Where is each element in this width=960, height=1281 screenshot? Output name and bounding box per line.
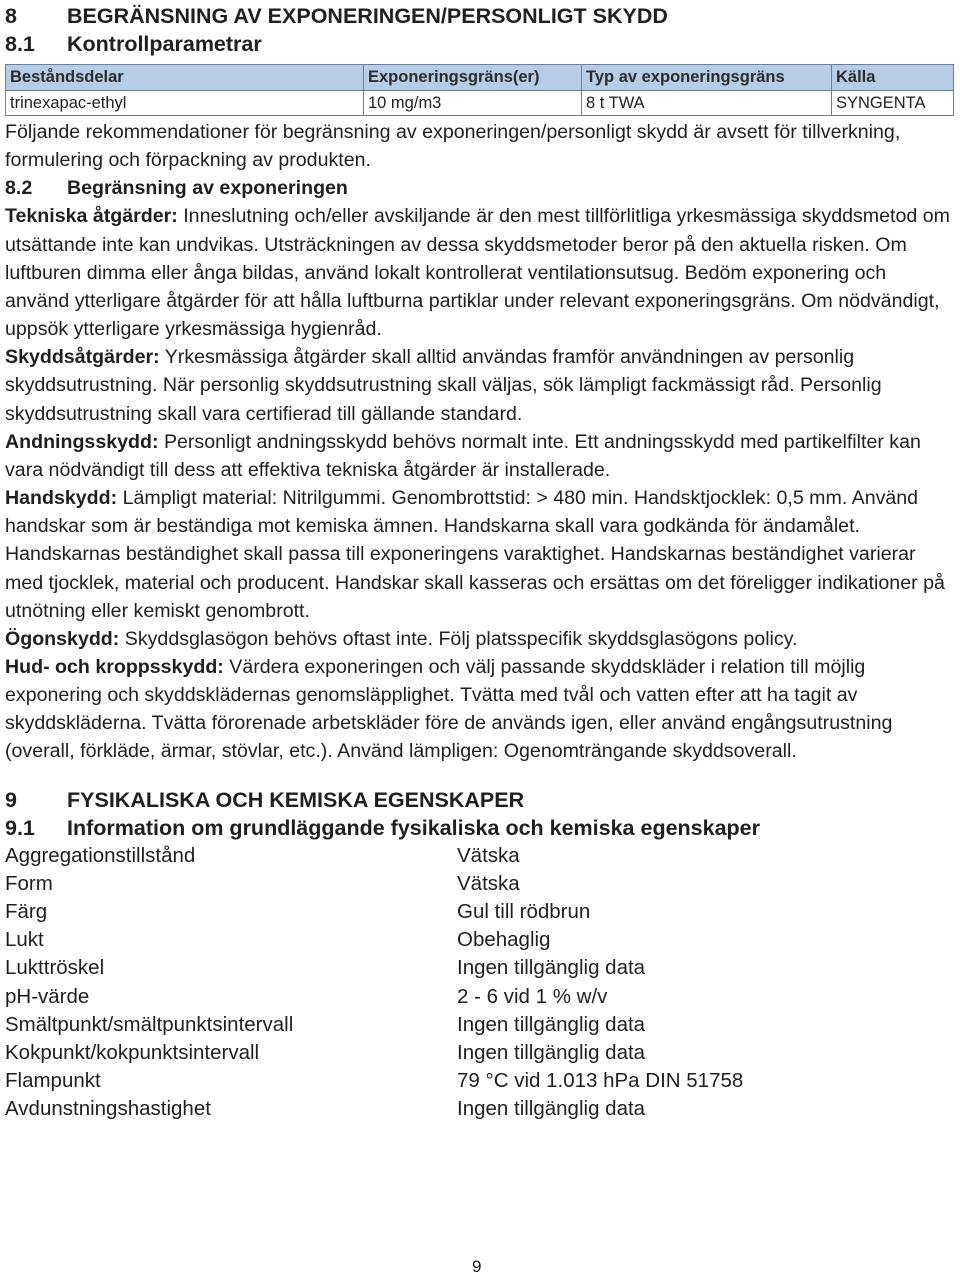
property-value: Vätska — [457, 843, 520, 867]
paragraph-technical-measures — [5, 202, 954, 343]
property-label: Lukt — [5, 928, 44, 952]
paragraph-skin-body-protection — [5, 653, 954, 766]
section-title: BEGRÄNSNING AV EXPONERINGEN/PERSONLIGT SKYDD — [67, 4, 668, 28]
property-value: Vätska — [457, 871, 520, 895]
property-value: Obehaglig — [457, 928, 551, 952]
column-header: Exponeringsgräns(er) — [364, 65, 582, 91]
subsection-title: Information om grundläggande fysikaliska och kemiska egenskaper — [67, 815, 760, 840]
paragraph-respiratory-protection — [5, 428, 954, 484]
paragraph-label: Skyddsåtgärder: — [5, 346, 160, 369]
table-header-row — [6, 65, 954, 91]
intro-paragraph: Följande rekommendationer för begränsning av exponeringen/personligt skydd är avsett för tillverkning, formulering och förpackning av produkten. — [5, 121, 901, 172]
property-label: pH-värde — [5, 984, 90, 1008]
subsection-number: 8.1 — [5, 32, 35, 56]
page-number: 9 — [472, 1257, 482, 1276]
property-row — [5, 954, 954, 982]
paragraph-label: Hud- och kroppsskydd: — [5, 655, 224, 678]
property-label: Färg — [5, 900, 48, 923]
property-row — [5, 1095, 954, 1123]
paragraph-label: Handskydd: — [5, 487, 118, 510]
property-row — [5, 926, 954, 954]
subsection-title: Kontrollparametrar — [67, 32, 262, 56]
section-number: 9 — [5, 787, 17, 812]
column-header: Typ av exponeringsgräns — [582, 65, 832, 91]
property-value: Gul till rödbrun — [457, 900, 591, 923]
property-label: Avdunstningshastighet — [5, 1097, 211, 1121]
paragraph-text: Yrkesmässiga åtgärder skall alltid användas framför användningen av personlig skyddsutrustning. När personlig skyddsutrustning skall väljas, sök lämpligt fackmässigt råd. Personlig skyddsutrustning skall vara certifierad till gällande standard. — [5, 346, 882, 425]
property-value: 2 - 6 vid 1 % w/v — [457, 984, 608, 1008]
document-page — [0, 2, 960, 1281]
property-value: Ingen tillgänglig data — [457, 1041, 646, 1065]
property-row — [5, 842, 954, 870]
paragraph-label: Ögonskydd: — [5, 627, 120, 650]
paragraph-protective-measures — [5, 343, 954, 427]
paragraph-text: Inneslutning och/eller avskiljande är den mest tillförlitliga yrkesmässiga skyddsmetod om utsättande inte kan undvikas. Utsträckningen av dessa skyddsmetoder beror på den aktuella risken. Om luftburen dimma eller ånga bildas, använd lokalt kontrollerat ventilationsutsug. Bedöm exponering och använd ytterligare åtgärder för att hålla luftburna partiklar under relevant exponeringsgräns. Om nödvändigt, uppsök ytterligare yrkesmässiga hygienråd. — [5, 205, 950, 341]
property-value: 79 °C vid 1.013 hPa DIN 51758 — [457, 1069, 744, 1093]
property-row — [5, 898, 954, 926]
property-value: Ingen tillgänglig data — [457, 1097, 646, 1121]
section-number: 8 — [5, 4, 17, 28]
paragraph-text: Värdera exponeringen och välj passande skyddskläder i relation till möjlig exponering och skyddsklädernas genomsläpplighet. Tvätta med tvål och vatten efter att ha tagit av skyddskläderna. Tvätta förorenade arbetskläder före de används igen, eller använd engångsutrustning (overall, förkläde, ärmar, stövlar, etc.). Använd lämpligen: Ogenomträngande skyddsoverall. — [5, 655, 893, 763]
property-label: Flampunkt — [5, 1069, 101, 1093]
property-label: Aggregationstillstånd — [5, 843, 196, 867]
table-cell: 8 t TWA — [582, 91, 832, 116]
property-value: Ingen tillgänglig data — [457, 1012, 646, 1036]
property-label: Kokpunkt/kokpunktsintervall — [5, 1041, 260, 1065]
subsection-number: 9.1 — [5, 815, 35, 840]
property-row — [5, 983, 954, 1011]
table-cell: SYNGENTA — [832, 91, 954, 116]
property-value: Ingen tillgänglig data — [457, 956, 646, 980]
paragraph-text: Lämpligt material: Nitrilgummi. Genombrottstid: > 480 min. Handsktjocklek: 0,5 mm. Använd handskar som är beständiga mot kemiska ämnen. Handskarna skall vara godkända för ändamålet. Handskarnas beständighet skall passa till exponeringens varaktighet. Handskarnas beständighet varierar med tjocklek, material och producent. Handskar skall kasseras och ersättas om det föreligger indikationer på utnötning eller kemiskt genombrott. — [5, 487, 945, 622]
section-9-heading — [5, 786, 954, 814]
paragraph-label: Andningsskydd: — [5, 430, 159, 453]
section-title: FYSIKALISKA OCH KEMISKA EGENSKAPER — [67, 787, 525, 812]
subsection-8-2-heading — [5, 174, 954, 202]
table-cell: 10 mg/m3 — [364, 91, 582, 116]
subsection-8-1-heading — [5, 30, 954, 58]
paragraph-hand-protection — [5, 484, 954, 625]
paragraph-eye-protection — [5, 625, 954, 653]
property-row — [5, 870, 954, 898]
paragraph-label: Tekniska åtgärder: — [5, 205, 178, 228]
property-label: Form — [5, 871, 53, 895]
property-row — [5, 1067, 954, 1095]
property-label: Smältpunkt/smältpunktsintervall — [5, 1012, 294, 1036]
property-row — [5, 1011, 954, 1039]
properties-list — [5, 842, 954, 1124]
section-8-body — [5, 118, 954, 766]
subsection-title: Begränsning av exponeringen — [67, 177, 348, 200]
property-row — [5, 1039, 954, 1067]
section-8-heading — [5, 2, 954, 30]
table-cell: trinexapac-ethyl — [6, 91, 364, 116]
column-header: Beståndsdelar — [6, 65, 364, 91]
paragraph-text: Skyddsglasögon behövs oftast inte. Följ platsspecifik skyddsglasögons policy. — [119, 627, 798, 650]
column-header: Källa — [832, 65, 954, 91]
table-row — [6, 91, 954, 116]
exposure-limits-table — [5, 64, 954, 116]
subsection-number: 8.2 — [5, 177, 33, 200]
property-label: Lukttröskel — [5, 956, 105, 980]
subsection-9-1-heading — [5, 814, 954, 842]
paragraph-text: Personligt andningsskydd behövs normalt inte. Ett andningsskydd med partikelfilter kan vara nödvändigt till dess att effektiva tekniska åtgärder är installerade. — [5, 430, 921, 481]
